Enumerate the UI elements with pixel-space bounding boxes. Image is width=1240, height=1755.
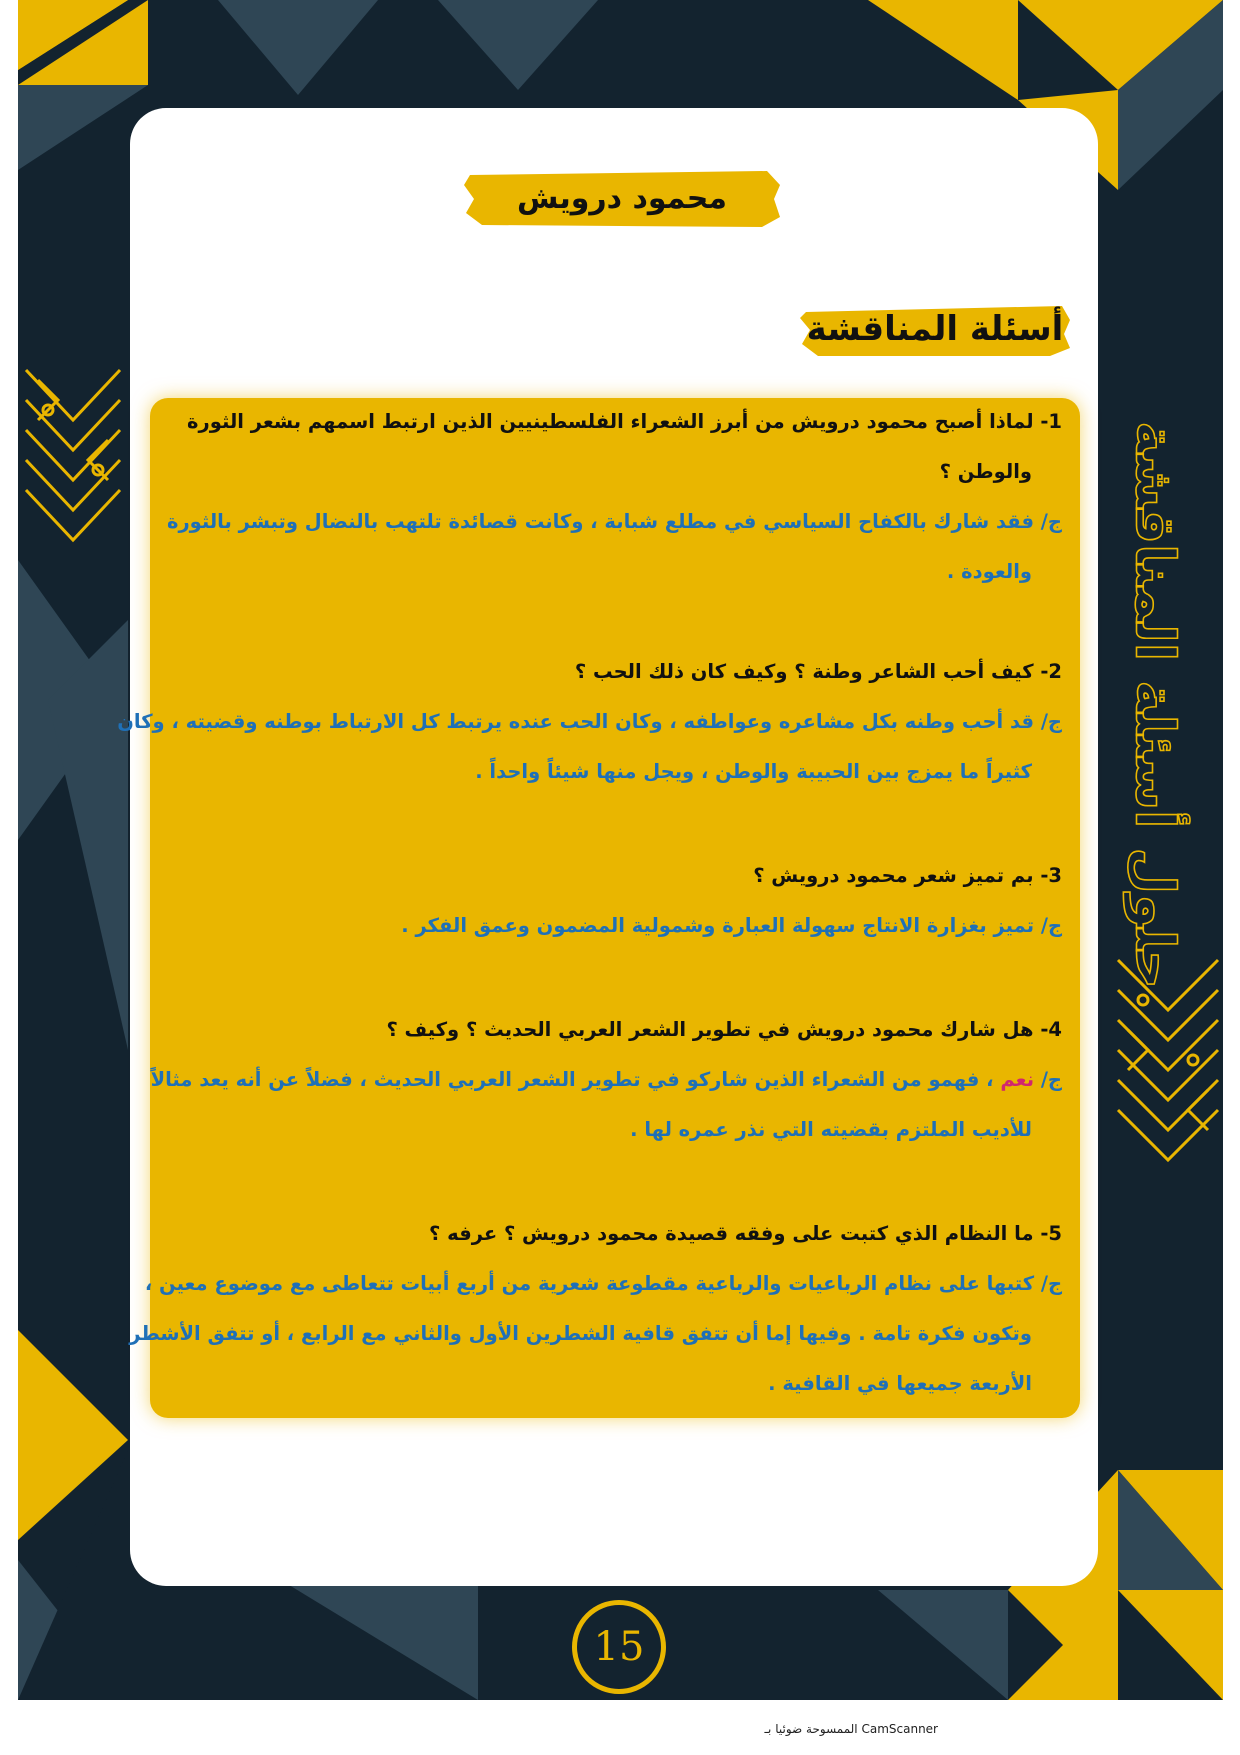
question-1-line-2: والوطن ؟: [939, 460, 1032, 483]
page-title: محمود درويش: [517, 180, 727, 216]
answer-1-line-1: ج/ فقد شارك بالكفاح السياسي في مطلع شبابة ، وكانت قصائدة تلتهب بالنضال وتبشر بالثورة: [166, 510, 1062, 533]
answer-4-text: ، فهمو من الشعراء الذين شاركو في تطوير الشعر العربي الحديث ، فضلاً عن أنه يعد مثالاً: [150, 1068, 994, 1091]
side-title: [1110, 380, 1200, 1030]
answer-3: ج/ تميز بغزارة الانتاج سهولة العبارة وشمولية المضمون وعمق الفكر .: [401, 914, 1062, 937]
answer-2-line-1: ج/ قد أحب وطنه بكل مشاعره وعواطفه ، وكان الحب عنده يرتبط كل الارتباط بوطنه وقضيته ، وكان: [117, 710, 1062, 733]
question-3: 3- بم تميز شعر محمود درويش ؟: [753, 864, 1062, 887]
answer-5-line-2: وتكون فكرة تامة . وفيها إما أن تتفق قافية الشطرين الأول والثاني مع الرابع ، أو تتفق الأشطر: [129, 1322, 1032, 1345]
answer-1-line-2: والعودة .: [946, 560, 1032, 583]
title-banner: [462, 165, 782, 231]
question-5: 5- ما النظام الذي كتبت على وفقه قصيدة محمود درويش ؟ عرفه ؟: [429, 1222, 1062, 1245]
side-title-text: حلول أسئلة المناقشة: [1123, 420, 1187, 990]
answer-5-line-3: الأربعة جميعها في القافية .: [768, 1372, 1032, 1395]
answer-5-line-1: ج/ كتبها على نظام الرباعيات والرباعية مقطوعة شعرية من أربع أبيات تتعاطى مع موضوع معين ،: [144, 1272, 1062, 1295]
answer-yes: نعم: [1000, 1068, 1035, 1091]
question-4: 4- هل شارك محمود درويش في تطوير الشعر العربي الحديث ؟ وكيف ؟: [386, 1018, 1062, 1041]
question-1-line-1: 1- لماذا أصبح محمود درويش من أبرز الشعراء الفلسطينيين الذين ارتبط اسمهم بشعر الثورة: [187, 410, 1062, 433]
answer-4-line-2: للأديب الملتزم بقضيته التي نذر عمره لها .: [630, 1118, 1032, 1141]
qa-box: [117, 398, 1080, 1418]
scanner-footer: الممسوحة ضوئيا بـ CamScanner: [764, 1722, 938, 1736]
page-number: 15: [572, 1600, 666, 1694]
answer-2-line-2: كثيراً ما يمزج بين الحبيبة والوطن ، ويجل منها شيئاً واحداً .: [475, 760, 1032, 783]
heading-banner: [800, 298, 1070, 360]
answer-4-line-1: [151, 1068, 1062, 1091]
answer-prefix: ج/: [1040, 1068, 1062, 1091]
section-heading: أسئلة المناقشة: [806, 309, 1064, 349]
question-2: 2- كيف أحب الشاعر وطنة ؟ وكيف كان ذلك الحب ؟: [574, 660, 1062, 683]
